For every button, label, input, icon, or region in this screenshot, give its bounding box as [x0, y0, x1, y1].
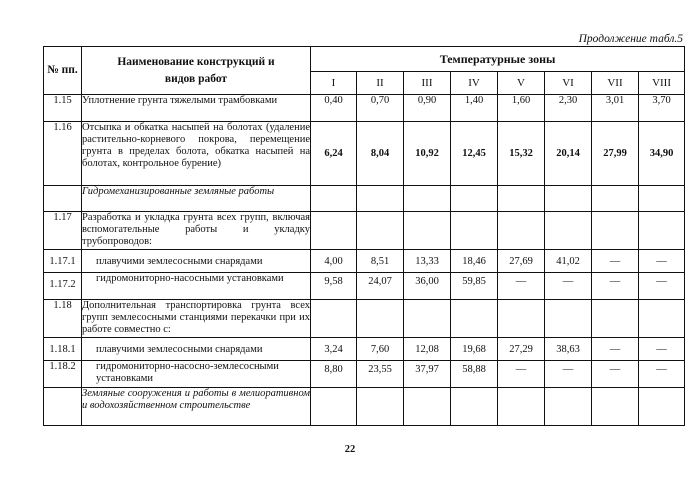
row-name: плавучими землесосными снарядами [82, 338, 311, 361]
table-row [44, 186, 685, 212]
norms-table [43, 46, 685, 426]
row-name: Дополнительная транспортировка грунта всех групп землесосными станциями перекачки при их работе совместно с: [82, 300, 311, 338]
cell-value: 59,85 [451, 273, 498, 300]
cell-value: — [639, 250, 685, 273]
row-number: 1.15 [44, 95, 82, 122]
cell-value: 27,99 [592, 122, 639, 186]
zone-header: I [311, 72, 357, 95]
zone-header: IV [451, 72, 498, 95]
cell-value: 9,58 [311, 273, 357, 300]
zone-header: V [498, 72, 545, 95]
cell-value: 36,00 [404, 273, 451, 300]
row-number [44, 388, 82, 426]
cell-value: — [498, 361, 545, 388]
table-row [44, 95, 685, 122]
cell-value: 27,29 [498, 338, 545, 361]
row-name: Отсыпка и обкатка насыпей на болотах (удаление растительно-корневого покрова, перемещение грунта в пределах болота, обкатка насыпей на болотах, контрольное бурение) [82, 122, 311, 186]
row-name: Разработка и укладка грунта всех групп, включая вспомогательные работы и укладку трубопроводов: [82, 212, 311, 250]
cell-value: 3,01 [592, 95, 639, 122]
section-title: Гидромеханизированные земляные работы [82, 186, 311, 212]
cell-value: 3,70 [639, 95, 685, 122]
row-name: плавучими землесосными снарядами [82, 250, 311, 273]
cell-value: 41,02 [545, 250, 592, 273]
zone-header: VIII [639, 72, 685, 95]
table-row [44, 212, 685, 250]
cell-value: — [592, 250, 639, 273]
header-name-line2: видов работ [164, 72, 228, 85]
cell-value: — [639, 361, 685, 388]
cell-value: — [639, 273, 685, 300]
header-name [82, 47, 311, 95]
header-zones: Температурные зоны [311, 47, 685, 72]
zone-header: III [404, 72, 451, 95]
row-number: 1.17.2 [44, 273, 82, 300]
cell-value: 27,69 [498, 250, 545, 273]
cell-value: — [639, 338, 685, 361]
row-number: 1.18.1 [44, 338, 82, 361]
cell-value: — [592, 273, 639, 300]
cell-value: — [545, 361, 592, 388]
cell-value: 6,24 [311, 122, 357, 186]
cell-value: 19,68 [451, 338, 498, 361]
cell-value: — [592, 338, 639, 361]
cell-value: 12,45 [451, 122, 498, 186]
row-name: гидромониторно-насосно-землесосными установками [82, 361, 311, 388]
cell-value: 15,32 [498, 122, 545, 186]
cell-value: 7,60 [357, 338, 404, 361]
cell-value: 1,40 [451, 95, 498, 122]
cell-value: 2,30 [545, 95, 592, 122]
table-row [44, 250, 685, 273]
cell-value: 1,60 [498, 95, 545, 122]
section-title: Земляные сооружения и работы в мелиоративном и водохозяйственном строительстве [82, 388, 311, 426]
row-name: гидромониторно-насосными установками [82, 273, 311, 300]
cell-value: 37,97 [404, 361, 451, 388]
cell-value: — [592, 361, 639, 388]
table-row [44, 361, 685, 388]
row-number: 1.18.2 [44, 361, 82, 388]
row-number [44, 186, 82, 212]
table-row [44, 273, 685, 300]
page-number: 22 [344, 444, 356, 455]
cell-value: 23,55 [357, 361, 404, 388]
cell-value: 34,90 [639, 122, 685, 186]
cell-value: — [545, 273, 592, 300]
cell-value: 20,14 [545, 122, 592, 186]
header-name-line1: Наименование конструкций и [117, 55, 275, 68]
cell-value: 10,92 [404, 122, 451, 186]
cell-value: 24,07 [357, 273, 404, 300]
cell-value: 3,24 [311, 338, 357, 361]
table-row [44, 300, 685, 338]
table-row [44, 388, 685, 426]
cell-value: 0,40 [311, 95, 357, 122]
row-number: 1.17.1 [44, 250, 82, 273]
zone-header: VII [592, 72, 639, 95]
cell-value: 0,70 [357, 95, 404, 122]
cell-value: 8,51 [357, 250, 404, 273]
row-number: 1.16 [44, 122, 82, 186]
cell-value: 13,33 [404, 250, 451, 273]
cell-value: 18,46 [451, 250, 498, 273]
cell-value: 0,90 [404, 95, 451, 122]
cell-value: — [498, 273, 545, 300]
row-number: 1.17 [44, 212, 82, 250]
cell-value: 8,04 [357, 122, 404, 186]
cell-value: 58,88 [451, 361, 498, 388]
cell-value: 38,63 [545, 338, 592, 361]
zone-header: II [357, 72, 404, 95]
continuation-note: Продолжение табл.5 [578, 33, 683, 45]
table-row [44, 122, 685, 186]
row-name: Уплотнение грунта тяжелыми трамбовками [82, 95, 311, 122]
row-number: 1.18 [44, 300, 82, 338]
cell-value: 4,00 [311, 250, 357, 273]
table-row [44, 338, 685, 361]
zone-header: VI [545, 72, 592, 95]
cell-value: 8,80 [311, 361, 357, 388]
cell-value: 12,08 [404, 338, 451, 361]
header-no: № пп. [44, 47, 82, 95]
